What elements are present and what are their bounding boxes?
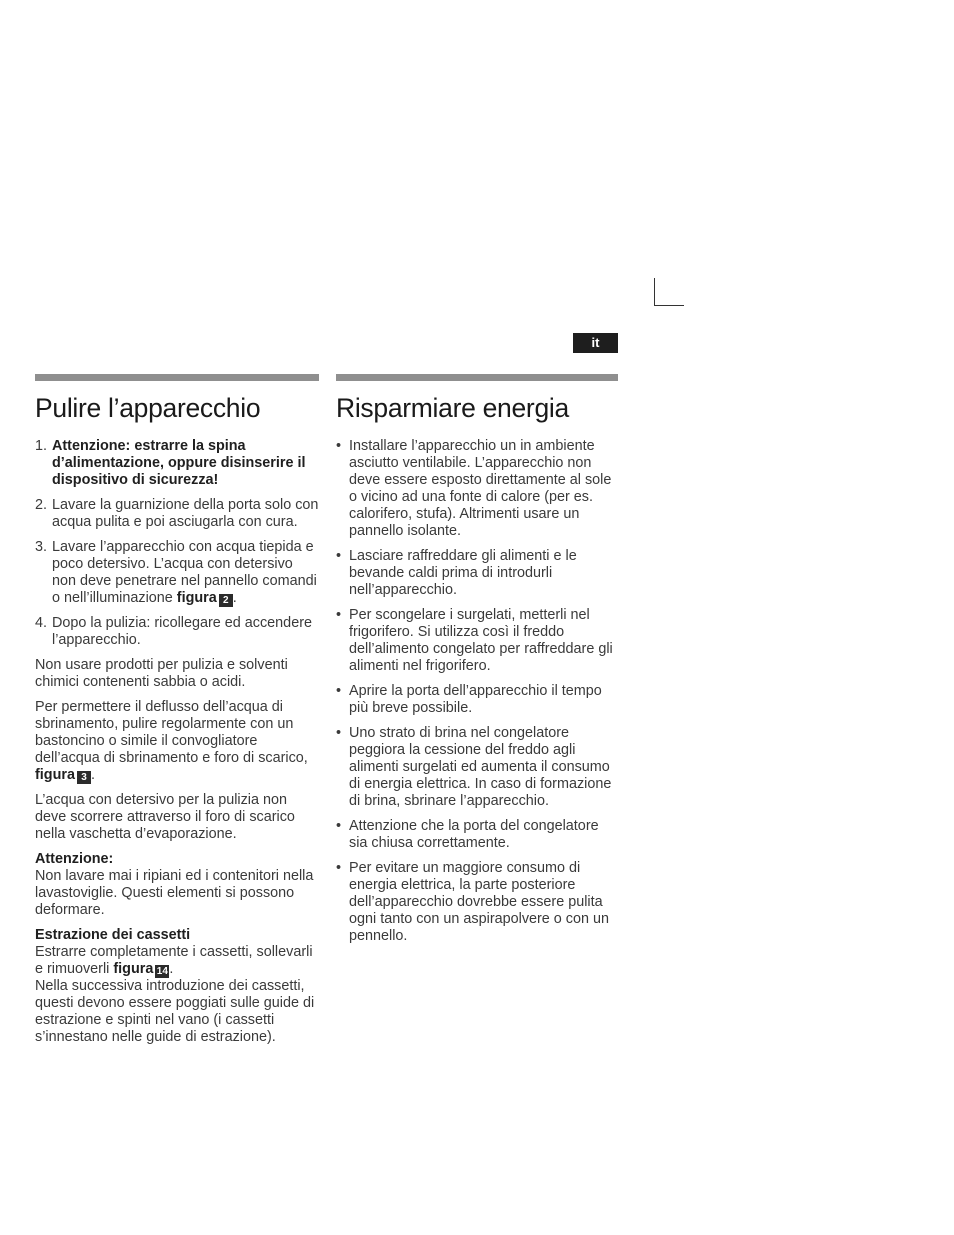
tip-text: Lasciare raffreddare gli alimenti e le bevande caldi prima di introdurli nell’apparecchio. bbox=[349, 548, 577, 598]
bullet: • bbox=[336, 438, 342, 454]
tip-text: Per scongelare i surgelati, metterli nel frigorifero. Si utilizza così il freddo dell’alimento congelato per raffreddare gli alimenti nel frigorifero. bbox=[349, 607, 613, 674]
figure-reference: figura bbox=[113, 961, 154, 977]
punctuation: . bbox=[169, 961, 174, 977]
cleaning-steps bbox=[35, 438, 319, 649]
step-3 bbox=[35, 539, 319, 607]
attention-text: Non lavare mai i ripiani ed i contenitori nella lavastoviglie. Questi elementi si possono deformare. bbox=[35, 868, 314, 918]
energy-title: Risparmiare energia bbox=[336, 393, 569, 423]
step-text: Lavare l’apparecchio con acqua tiepida e poco detersivo. L’acqua con detersivo non deve penetrare nel pannello comandi o nell’illuminazione bbox=[52, 539, 317, 606]
step-number: 1. bbox=[35, 438, 48, 454]
step-text: Attenzione: estrarre la spina d’alimentazione, oppure disinserire il dispositivo di sicurezza! bbox=[52, 438, 306, 488]
section-rule bbox=[336, 374, 618, 381]
tip-item bbox=[336, 548, 618, 599]
tip-item bbox=[336, 683, 618, 717]
energy-section bbox=[336, 374, 618, 953]
section-rule bbox=[35, 374, 319, 381]
tip-item bbox=[336, 438, 618, 540]
step-4 bbox=[35, 615, 319, 649]
defrost-paragraph bbox=[35, 699, 319, 784]
bullet: • bbox=[336, 725, 342, 741]
cleaning-title: Pulire l’apparecchio bbox=[35, 393, 261, 423]
tip-item bbox=[336, 607, 618, 675]
tip-text: Installare l’apparecchio un in ambiente asciutto ventilabile. L’apparecchio non deve essere esposto direttamente al sole o vicino ad una fonte di calore (per es. calorifero, stufa). Altrimenti usare un pannello isolante. bbox=[349, 438, 612, 539]
tip-text: Per evitare un maggiore consumo di energia elettrica, la parte posteriore dell’apparecchio dovrebbe essere pulita ogni tanto con un aspirapolvere o con un pennello. bbox=[349, 860, 610, 944]
attention-block bbox=[35, 851, 319, 919]
tip-item bbox=[336, 860, 618, 945]
paragraph-text: Estrarre completamente i cassetti, sollevarli e rimuoverli bbox=[35, 944, 313, 977]
figure-reference: figura bbox=[35, 767, 75, 783]
energy-tips bbox=[336, 438, 618, 945]
drain-paragraph: L’acqua con detersivo per la pulizia non deve scorrere attraverso il foro di scarico nella vaschetta d’evaporazione. bbox=[35, 792, 295, 842]
solvents-paragraph: Non usare prodotti per pulizia e solventi chimici contenenti sabbia o acidi. bbox=[35, 657, 288, 690]
figure-number-badge: 14 bbox=[156, 966, 168, 977]
cleaning-section bbox=[35, 374, 319, 1054]
drawers-text bbox=[35, 944, 319, 978]
step-number: 4. bbox=[35, 615, 48, 631]
crop-corner-mark bbox=[654, 278, 684, 306]
drawers-heading: Estrazione dei cassetti bbox=[35, 927, 191, 943]
step-1 bbox=[35, 438, 319, 489]
language-badge: it bbox=[573, 333, 618, 353]
tip-text: Attenzione che la porta del congelatore sia chiusa correttamente. bbox=[349, 818, 599, 851]
step-text: Dopo la pulizia: ricollegare ed accendere l’apparecchio. bbox=[52, 615, 312, 648]
bullet: • bbox=[336, 548, 342, 564]
paragraph-text: Per permettere il deflusso dell’acqua di sbrinamento, pulire regolarmente con un bastoncino o simile il convogliatore dell’acqua di sbrinamento e foro di scarico, bbox=[35, 699, 308, 766]
figure-number-badge: 3 bbox=[77, 771, 91, 784]
figure-number-badge: 2 bbox=[219, 594, 233, 607]
tip-text: Aprire la porta dell’apparecchio il tempo più breve possibile. bbox=[349, 683, 602, 716]
step-number: 2. bbox=[35, 497, 48, 513]
bullet: • bbox=[336, 818, 342, 834]
tip-text: Uno strato di brina nel congelatore peggiora la cessione del freddo agli alimenti surgelati ed aumenta il consumo di energia elettrica. In caso di formazione di brina, sbrinare l’apparecchio. bbox=[349, 725, 612, 809]
attention-heading: Attenzione: bbox=[35, 851, 114, 867]
punctuation: . bbox=[232, 590, 237, 606]
drawers-block bbox=[35, 927, 319, 1046]
bullet: • bbox=[336, 860, 342, 876]
bullet: • bbox=[336, 683, 342, 699]
figure-reference: figura bbox=[176, 590, 217, 606]
step-text: Lavare la guarnizione della porta solo con acqua pulita e poi asciugarla con cura. bbox=[52, 497, 319, 530]
punctuation: . bbox=[90, 767, 95, 783]
drawers-text-2: Nella successiva introduzione dei cassetti, questi devono essere poggiati sulle guide di estrazione e spinti nel vano (i cassetti s’innestano nelle guide di estrazione). bbox=[35, 978, 315, 1045]
step-2 bbox=[35, 497, 319, 531]
step-number: 3. bbox=[35, 539, 48, 555]
tip-item bbox=[336, 725, 618, 810]
bullet: • bbox=[336, 607, 342, 623]
tip-item bbox=[336, 818, 618, 852]
